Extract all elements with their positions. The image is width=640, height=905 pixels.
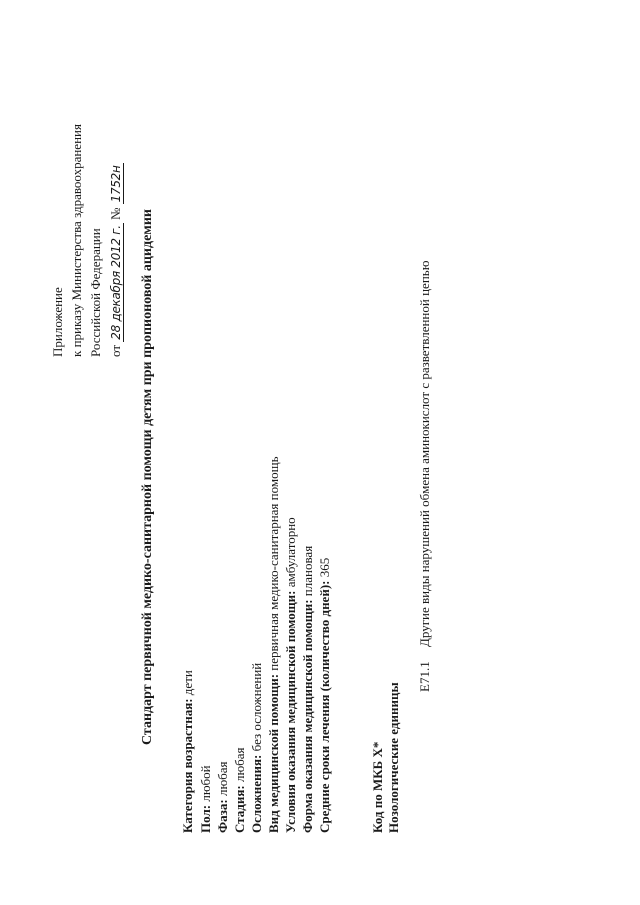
nosological-units-label: Нозологические единицы (386, 682, 401, 833)
param-label: Форма оказания медицинской помощи: (300, 599, 315, 833)
param-care-form (300, 546, 316, 833)
icd-code: E71.1 (417, 661, 432, 692)
icd-description: Другие виды нарушений обмена аминокислот с разветвленной цепью (417, 260, 432, 647)
appendix-date-prefix: от (108, 344, 123, 357)
param-value: первичная медико-санитарная помощь (266, 456, 281, 674)
param-value: дети (180, 670, 195, 699)
document-title: Стандарт первичной медико-санитарной помощи детям при пропионовой ацидемии (140, 209, 155, 745)
nosology-entry (417, 261, 433, 692)
param-phase (215, 761, 231, 833)
param-value: любая (232, 747, 247, 786)
param-stage (232, 747, 248, 833)
param-value: 365 (317, 557, 332, 581)
param-label: Фаза: (215, 799, 230, 833)
appendix-line-2: к приказу Министерства здравоохранения (69, 124, 84, 357)
param-care-conditions (283, 517, 299, 833)
appendix-line-1: Приложение (50, 287, 65, 357)
param-value: без осложнений (249, 662, 264, 755)
param-age-category (180, 670, 196, 833)
param-sex (198, 765, 214, 833)
param-treatment-duration (317, 558, 333, 833)
appendix-line-4 (108, 163, 124, 357)
param-label: Условия оказания медицинской помощи: (283, 590, 298, 833)
param-value: плановая (300, 545, 315, 600)
param-complications (249, 663, 265, 833)
param-label: Вид медицинской помощи: (266, 673, 281, 833)
appendix-line-3: Российской Федерации (88, 228, 103, 357)
param-care-type (266, 456, 282, 833)
handwritten-date: 28 декабря 2012 г. (109, 225, 123, 340)
param-label: Стадия: (232, 785, 247, 833)
param-label: Осложнения: (249, 754, 264, 833)
param-value: любой (198, 765, 213, 805)
param-value: любая (215, 761, 230, 800)
param-label: Средние сроки лечения (количество дней): (317, 580, 332, 833)
param-value: амбулаторно (283, 517, 298, 591)
appendix-number-label: № (108, 207, 123, 220)
param-label: Категория возрастная: (180, 698, 195, 833)
handwritten-order-number: 1752н (109, 165, 123, 203)
param-label: Пол: (198, 804, 213, 833)
mkb-code-label: Код по МКБ X* (370, 741, 385, 833)
